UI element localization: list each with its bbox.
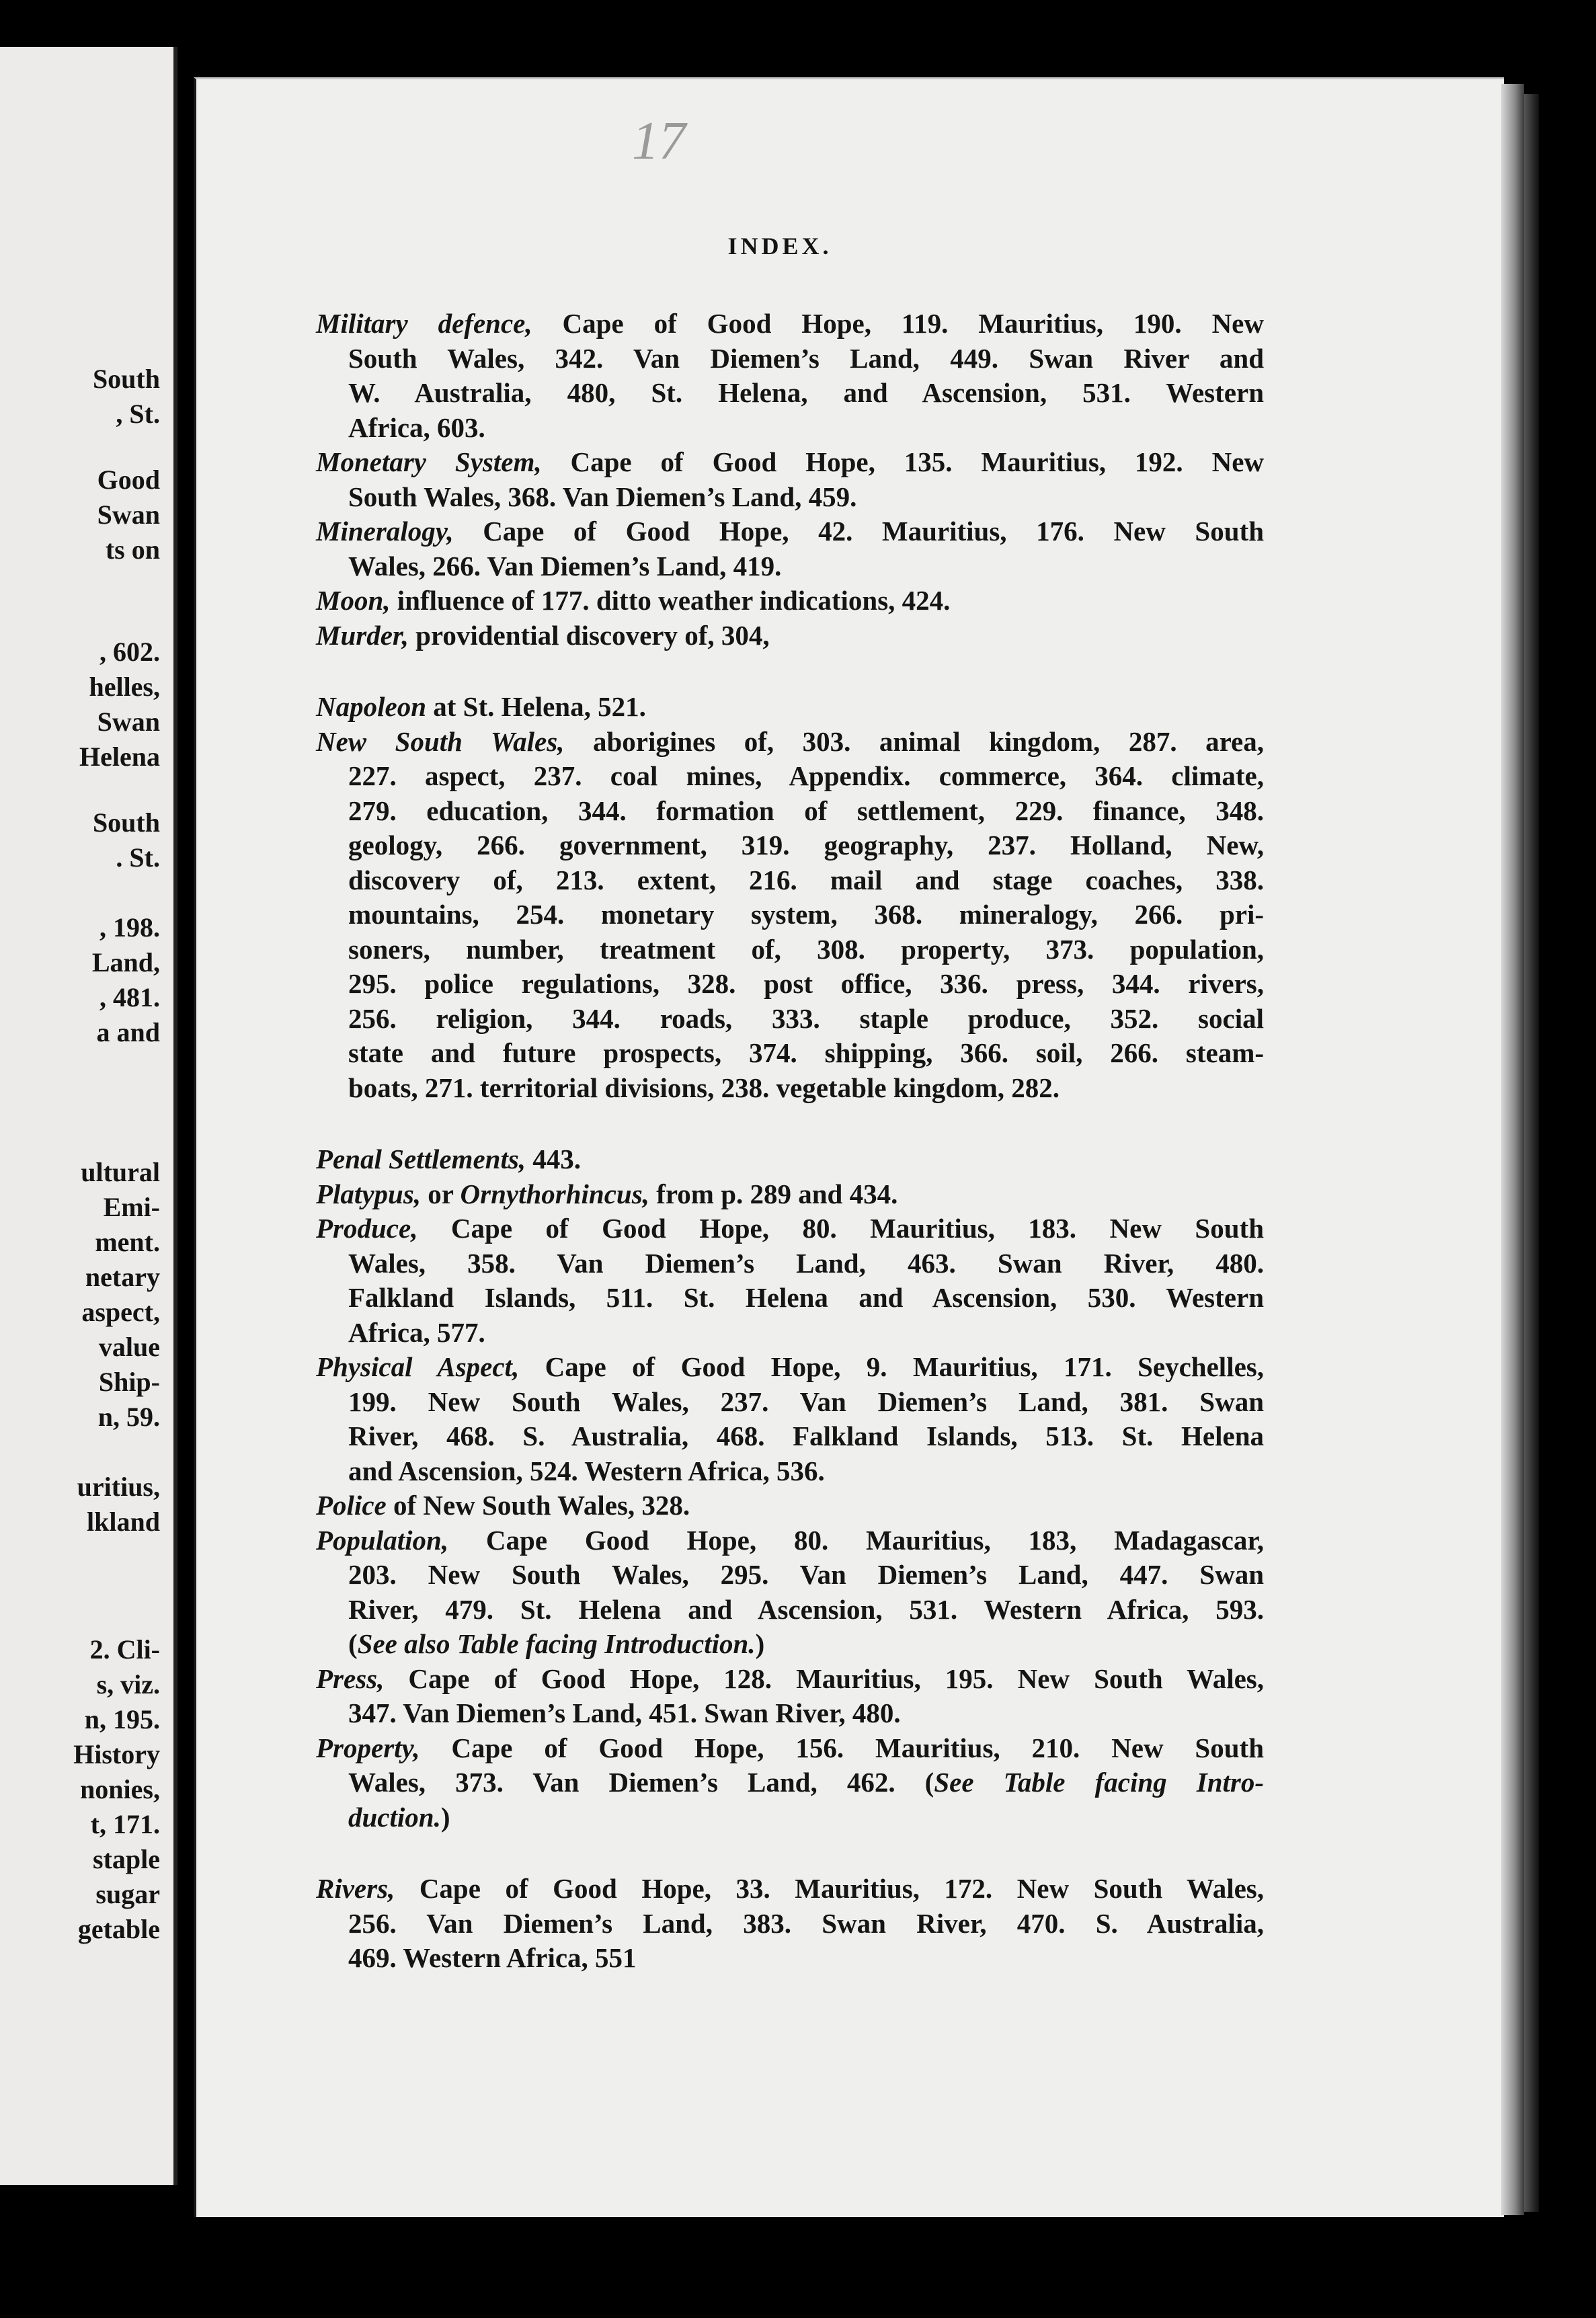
left-page-fragment: aspect, <box>81 1297 160 1327</box>
left-page-fragment: netary <box>85 1262 160 1292</box>
index-entry-produce-line <box>316 1211 1264 1246</box>
index-text: of New South Wales, 328. <box>386 1490 690 1521</box>
index-text: River, 479. St. Helena and Ascension, 531. Western Africa, 593. <box>348 1594 1264 1625</box>
index-entry-rivers-line <box>348 1940 1264 1975</box>
index-text: 469. Western Africa, 551 <box>348 1942 637 1973</box>
index-entry-napoleon-line <box>316 689 1264 724</box>
left-page-fragment: nonies, <box>80 1774 160 1804</box>
index-entry-physical-aspect-line <box>348 1453 1264 1488</box>
index-entry-monetary-system-line <box>316 444 1264 479</box>
index-heading-term: Press, <box>316 1663 385 1694</box>
index-entry-monetary-system-line <box>348 479 1264 514</box>
left-page-fragment: History <box>73 1739 160 1769</box>
index-entry-military-defence-line <box>348 375 1264 410</box>
index-entry-military-defence-line <box>348 341 1264 376</box>
index-entry-property-line <box>348 1765 1264 1800</box>
left-page-fragment: , St. <box>116 399 160 429</box>
index-text: W. Australia, 480, St. Helena, and Ascension, 531. Western <box>348 377 1264 408</box>
index-text: mountains, 254. monetary system, 368. mineralogy, 266. pri- <box>348 899 1264 930</box>
left-page-fragment: value <box>98 1332 160 1362</box>
index-entry-population-line <box>316 1523 1264 1558</box>
left-page-fragment: t, 171. <box>90 1809 160 1839</box>
index-text: 295. police regulations, 328. post office, 336. press, 344. rivers, <box>348 968 1264 999</box>
index-text: soners, number, treatment of, 308. property, 373. population, <box>348 934 1264 965</box>
left-page-fragment: uritius, <box>77 1472 160 1502</box>
index-text: South Wales, 342. Van Diemen’s Land, 449. Swan River and <box>348 343 1264 374</box>
index-heading-term: Ornythorhincus, <box>460 1178 649 1209</box>
index-heading-term: See also Table facing Introduction. <box>357 1628 756 1659</box>
index-entry-new-south-wales-line <box>348 897 1264 932</box>
page-edge-binding <box>1524 94 1539 2212</box>
index-text: state and future prospects, 374. shipping, 366. soil, 266. steam- <box>348 1037 1264 1068</box>
index-heading-term: Monetary System, <box>316 446 542 477</box>
left-page-fragment: s, viz. <box>96 1669 160 1700</box>
left-page-fragment: ultural <box>81 1157 160 1187</box>
page-edge-shadow <box>1501 84 1524 2215</box>
index-text: Cape of Good Hope, 9. Mauritius, 171. Seychelles, <box>519 1351 1264 1382</box>
index-entry-physical-aspect-line <box>348 1418 1264 1453</box>
index-text: 227. aspect, 237. coal mines, Appendix. commerce, 364. climate, <box>348 760 1264 791</box>
left-page-fragment: Swan <box>97 499 160 530</box>
index-text: Falkland Islands, 511. St. Helena and Ascension, 530. Western <box>348 1282 1264 1313</box>
left-page-fragment: , 481. <box>99 982 160 1012</box>
index-heading-term: Platypus, <box>316 1178 422 1209</box>
index-text: River, 468. S. Australia, 468. Falkland Islands, 513. St. Helena <box>348 1421 1264 1451</box>
index-entry-moon-line <box>316 583 1264 618</box>
index-text: Wales, 373. Van Diemen’s Land, 462. ( <box>348 1767 934 1798</box>
index-text: influence of 177. ditto weather indications, 424. <box>390 585 951 616</box>
index-entry-military-defence-line <box>316 306 1264 341</box>
index-heading-term: Property, <box>316 1732 420 1763</box>
left-page-fragment: n, 195. <box>84 1704 160 1734</box>
index-entry-rivers-line <box>316 1871 1264 1906</box>
index-entry-military-defence-line <box>348 410 1264 445</box>
index-text: 203. New South Wales, 295. Van Diemen’s Land, 447. Swan <box>348 1559 1264 1590</box>
index-text: Cape of Good Hope, 156. Mauritius, 210. New South <box>420 1732 1264 1763</box>
left-page-fragment: getable <box>77 1914 160 1944</box>
left-facing-page <box>0 47 177 2185</box>
index-text: from p. 289 and 434. <box>649 1178 898 1209</box>
index-text: ( <box>348 1628 358 1659</box>
running-head: INDEX. <box>727 233 832 259</box>
index-text: 443. <box>526 1144 582 1174</box>
index-text: Wales, 358. Van Diemen’s Land, 463. Swan River, 480. <box>348 1248 1264 1279</box>
index-entry-population-line <box>348 1557 1264 1592</box>
left-page-fragment: Emi- <box>103 1192 160 1222</box>
index-entry-produce-line <box>348 1315 1264 1350</box>
left-page-fragment: helles, <box>89 672 160 702</box>
index-entry-new-south-wales-line <box>348 828 1264 863</box>
index-text: Cape of Good Hope, 33. Mauritius, 172. New South Wales, <box>395 1873 1264 1904</box>
left-page-fragment: Good <box>97 465 160 495</box>
index-heading-term: Moon, <box>316 585 391 616</box>
index-text: geology, 266. government, 319. geography, 237. Holland, New, <box>348 830 1264 861</box>
left-page-fragment: ts on <box>105 534 160 565</box>
index-heading-term: Physical Aspect, <box>316 1351 520 1382</box>
index-entry-new-south-wales-line <box>348 863 1264 897</box>
left-page-fragment: Land, <box>91 947 160 977</box>
index-text: Wales, 266. Van Diemen’s Land, 419. <box>348 551 782 582</box>
index-heading-term: Mineralogy, <box>316 516 454 547</box>
left-page-fragment: , 198. <box>99 912 160 943</box>
index-entry-police-line <box>316 1488 1264 1523</box>
left-page-fragment: 2. Cli- <box>89 1634 160 1665</box>
index-text: Cape of Good Hope, 42. Mauritius, 176. New South <box>453 516 1264 547</box>
index-heading-term: See Table facing Intro- <box>934 1767 1264 1798</box>
left-page-fragment: , 602. <box>99 637 160 667</box>
left-page-fragment: staple <box>93 1844 160 1874</box>
index-text: Africa, 603. <box>348 412 485 443</box>
index-heading-term: Military defence, <box>316 308 532 339</box>
left-page-fragment: . St. <box>116 842 160 873</box>
index-entry-new-south-wales-line <box>348 966 1264 1001</box>
index-entry-platypus-line <box>316 1176 1264 1211</box>
index-text: Cape of Good Hope, 80. Mauritius, 183. New South <box>417 1213 1264 1244</box>
index-entry-new-south-wales-line <box>348 793 1264 828</box>
handwritten-folio-mark: 17 <box>632 112 686 171</box>
index-text: Africa, 577. <box>348 1317 485 1348</box>
index-text: 279. education, 344. formation of settlement, 229. finance, 348. <box>348 795 1264 826</box>
index-entry-rivers-line <box>348 1906 1264 1941</box>
index-text: or <box>421 1178 461 1209</box>
index-text: and Ascension, 524. Western Africa, 536. <box>348 1455 825 1486</box>
index-heading-term: Produce, <box>316 1213 418 1244</box>
index-entry-new-south-wales-line <box>348 1035 1264 1070</box>
index-entry-press-line <box>316 1661 1264 1696</box>
left-page-fragment: Swan <box>97 707 160 737</box>
left-page-fragment: sugar <box>95 1879 160 1909</box>
left-page-fragment: South <box>92 364 160 394</box>
index-entry-new-south-wales-line <box>316 724 1264 759</box>
index-text: ) <box>755 1628 765 1659</box>
index-heading-term: Police <box>316 1490 387 1521</box>
index-heading-term: Population, <box>316 1525 449 1556</box>
index-entry-new-south-wales-line <box>348 758 1264 793</box>
index-entry-mineralogy-line <box>316 514 1264 549</box>
index-text: discovery of, 213. extent, 216. mail and stage coaches, 338. <box>348 865 1264 895</box>
left-page-fragment: Helena <box>79 742 160 772</box>
index-entry-property-line <box>348 1800 1264 1835</box>
index-text: 256. Van Diemen’s Land, 383. Swan River, 470. S. Australia, <box>348 1908 1264 1939</box>
index-text: 199. New South Wales, 237. Van Diemen’s Land, 381. Swan <box>348 1386 1264 1417</box>
index-heading-term: Napoleon <box>316 691 426 722</box>
left-page-fragment: a and <box>96 1017 160 1047</box>
index-entry-produce-line <box>348 1246 1264 1281</box>
index-text: Cape Good Hope, 80. Mauritius, 183, Madagascar, <box>448 1525 1264 1556</box>
index-entry-new-south-wales-line <box>348 1070 1264 1105</box>
index-text: ) <box>440 1802 450 1833</box>
index-entry-physical-aspect-line <box>348 1384 1264 1419</box>
index-text: 347. Van Diemen’s Land, 451. Swan River, 480. <box>348 1697 901 1728</box>
index-text: Cape of Good Hope, 128. Mauritius, 195. New South Wales, <box>384 1663 1264 1694</box>
index-entry-new-south-wales-line <box>348 932 1264 967</box>
index-text: South Wales, 368. Van Diemen’s Land, 459. <box>348 481 857 512</box>
index-heading-term: duction. <box>348 1802 441 1833</box>
index-entry-physical-aspect-line <box>316 1349 1264 1384</box>
index-entry-mineralogy-line <box>348 549 1264 584</box>
left-page-fragment: South <box>92 807 160 838</box>
index-heading-term: Murder, <box>316 620 409 651</box>
index-text: providential discovery of, 304, <box>408 620 770 651</box>
left-page-fragment: ment. <box>95 1227 160 1257</box>
index-text: 256. religion, 344. roads, 333. staple produce, 352. social <box>348 1003 1264 1034</box>
index-entry-new-south-wales-line <box>348 1001 1264 1036</box>
index-entry-population-line <box>348 1626 1264 1661</box>
left-page-fragment: Ship- <box>98 1367 160 1397</box>
index-text: Cape of Good Hope, 119. Mauritius, 190. New <box>532 308 1264 339</box>
index-text: boats, 271. territorial divisions, 238. vegetable kingdom, 282. <box>348 1072 1060 1103</box>
index-heading-term: Rivers, <box>316 1873 395 1904</box>
index-heading-term: Penal Settlements, <box>316 1144 526 1174</box>
index-entry-penal-settlements-line <box>316 1142 1264 1176</box>
left-page-fragment: lkland <box>87 1507 160 1537</box>
index-text: Cape of Good Hope, 135. Mauritius, 192. New <box>541 446 1264 477</box>
index-entry-murder-line <box>316 618 1264 653</box>
index-entry-produce-line <box>348 1280 1264 1315</box>
index-entry-press-line <box>348 1695 1264 1730</box>
index-text: at St. Helena, 521. <box>426 691 646 722</box>
index-heading-term: New South Wales, <box>316 726 565 757</box>
left-page-fragment: n, 59. <box>97 1402 160 1432</box>
index-entry-population-line <box>348 1592 1264 1627</box>
index-text: aborigines of, 303. animal kingdom, 287. area, <box>564 726 1264 757</box>
index-entry-property-line <box>316 1730 1264 1765</box>
